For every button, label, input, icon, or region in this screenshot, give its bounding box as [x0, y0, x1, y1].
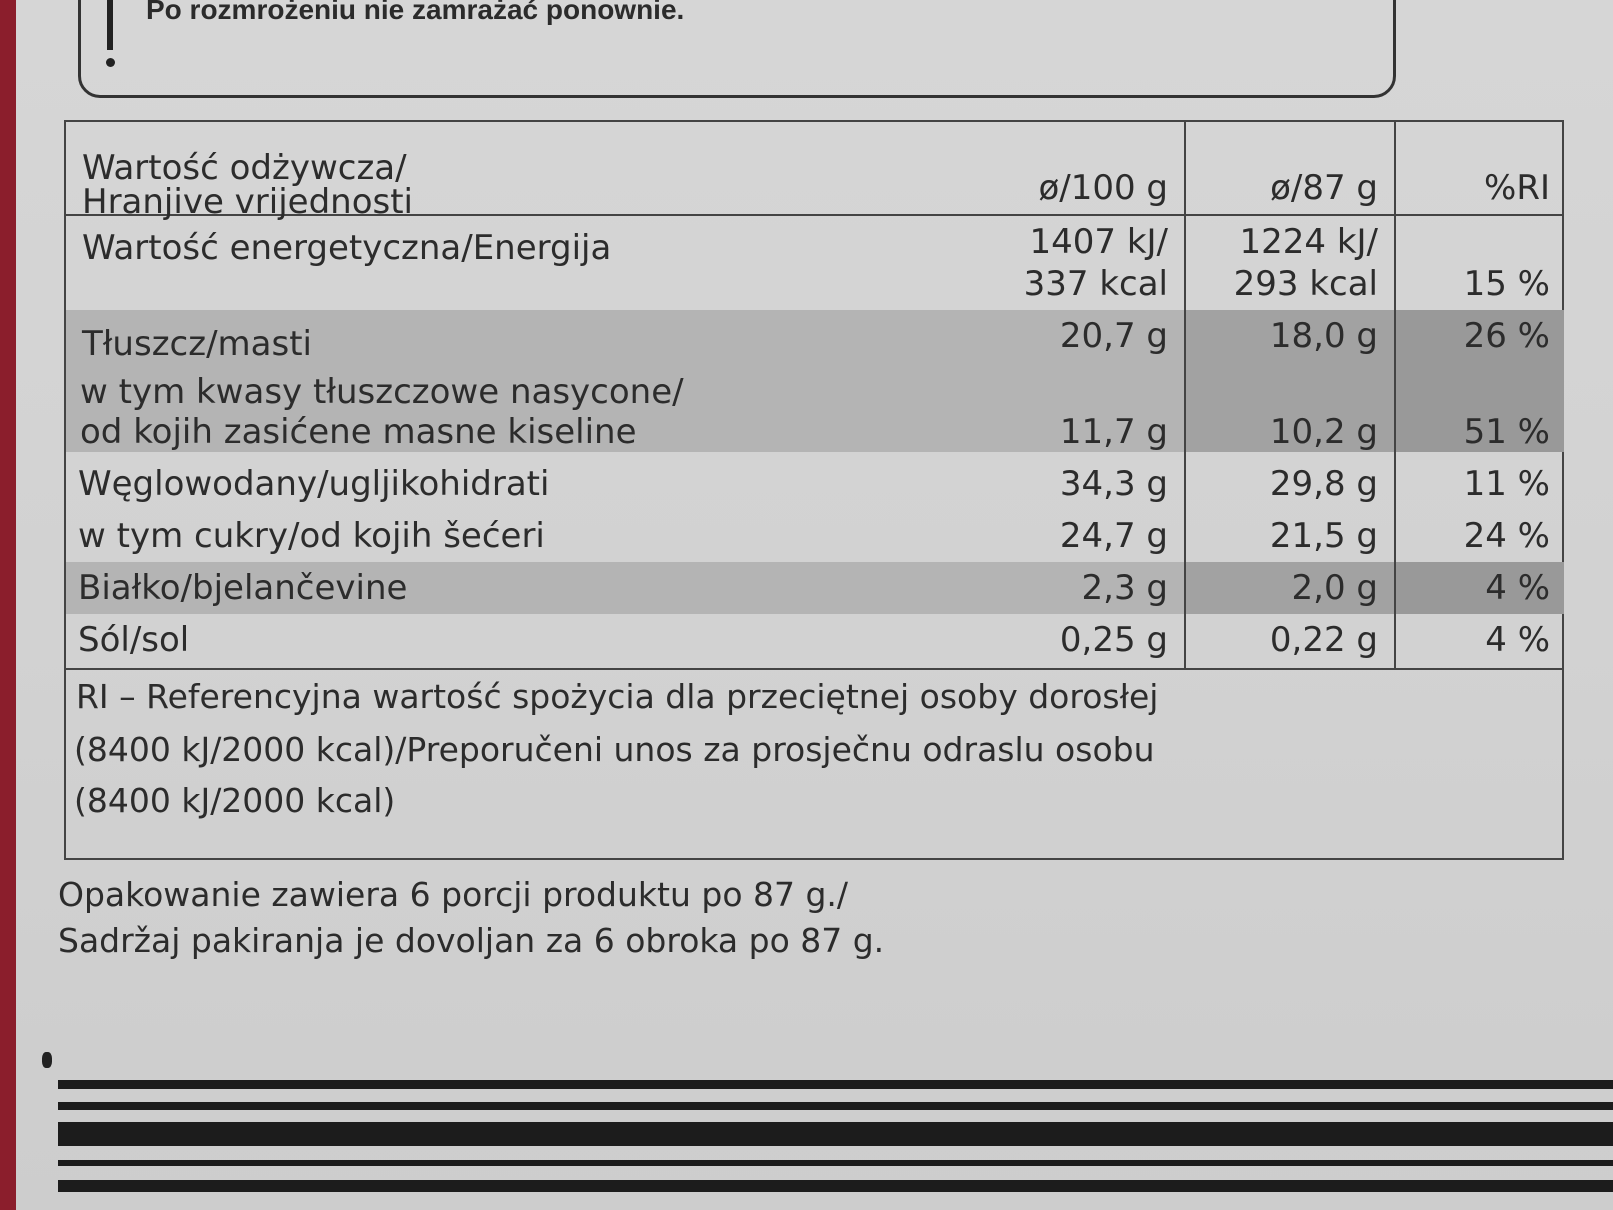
- row-carbs-per87: 29,8 g: [1269, 464, 1378, 504]
- package-note: [58, 872, 884, 964]
- row-fat-per100: 20,7 g: [1059, 316, 1168, 356]
- row-fat-per87: 18,0 g: [1269, 316, 1378, 356]
- header-per100: ø/100 g: [1038, 168, 1168, 208]
- row-saturated-per100: 11,7 g: [1059, 412, 1168, 452]
- row-sugars-per87: 21,5 g: [1269, 516, 1378, 556]
- warning-text: Po rozmrożeniu nie zamrażać ponownie.: [146, 0, 685, 25]
- row-saturated-ri: 51 %: [1463, 412, 1550, 452]
- row-sugars-label: w tym cukry/od kojih šećeri: [78, 516, 545, 556]
- row-sugars-ri: 24 %: [1463, 516, 1550, 556]
- row-energy-per100-kj: 1407 kJ/: [1029, 222, 1168, 262]
- row-saturated-per87: 10,2 g: [1269, 412, 1378, 452]
- row-carbs-label: Węglowodany/ugljikohidrati: [78, 464, 550, 504]
- header-label-line2: Hranjive vrijednosti: [82, 182, 414, 222]
- header-ri: %RI: [1484, 168, 1550, 208]
- row-carbs-ri: 11 %: [1463, 464, 1550, 504]
- decor-stripe-2: [58, 1102, 1613, 1110]
- row-protein-per100: 2,3 g: [1081, 568, 1168, 608]
- col-divider-1: [1184, 122, 1186, 670]
- decor-stripe-1: [58, 1080, 1613, 1089]
- footnote-line2: (8400 kJ/2000 kcal)/Preporučeni unos za prosječnu odraslu osobu: [74, 730, 1155, 769]
- row-energy-ri: 15 %: [1463, 264, 1550, 304]
- row-protein-per87: 2,0 g: [1291, 568, 1378, 608]
- row-energy-per100-kcal: 337 kcal: [1023, 264, 1168, 304]
- row-salt-per100: 0,25 g: [1059, 620, 1168, 660]
- col-divider-2: [1394, 122, 1396, 670]
- nutrition-table: [64, 120, 1564, 860]
- row-carbs-per100: 34,3 g: [1059, 464, 1168, 504]
- row-salt-ri: 4 %: [1485, 620, 1550, 660]
- header-label-line1: Wartość odżywcza/: [82, 148, 407, 188]
- row-protein-label: Białko/bjelančevine: [78, 568, 408, 608]
- decor-stripe-5: [58, 1180, 1613, 1192]
- warning-icon: [104, 0, 116, 72]
- footnote-line3: (8400 kJ/2000 kcal): [74, 781, 396, 820]
- packaging-red-edge: [0, 0, 16, 1210]
- package-note-line1: Opakowanie zawiera 6 porcji produktu po 87 g./: [58, 875, 849, 914]
- row-saturated-label-line1: w tym kwasy tłuszczowe nasycone/: [80, 372, 684, 412]
- header-per87: ø/87 g: [1270, 168, 1378, 208]
- row-energy-per87-kcal: 293 kcal: [1233, 264, 1378, 304]
- row-energy-label: Wartość energetyczna/Energija: [82, 228, 612, 268]
- row-energy-per87-kj: 1224 kJ/: [1239, 222, 1378, 262]
- row-sugars-per100: 24,7 g: [1059, 516, 1168, 556]
- decor-stripe-3: [58, 1122, 1613, 1146]
- footnote-line1: RI – Referencyjna wartość spożycia dla przeciętnej osoby dorosłej: [76, 677, 1159, 716]
- decor-stripe-4: [58, 1160, 1613, 1166]
- row-salt-per87: 0,22 g: [1269, 620, 1378, 660]
- row-fat-label: Tłuszcz/masti: [82, 324, 312, 364]
- ink-speck: [42, 1052, 52, 1068]
- row-saturated-label-line2: od kojih zasićene masne kiseline: [80, 412, 637, 452]
- row-protein-ri: 4 %: [1485, 568, 1550, 608]
- row-fat-ri: 26 %: [1463, 316, 1550, 356]
- row-salt-label: Sól/sol: [78, 620, 190, 660]
- package-note-line2: Sadržaj pakiranja je dovoljan za 6 obroka po 87 g.: [58, 921, 885, 960]
